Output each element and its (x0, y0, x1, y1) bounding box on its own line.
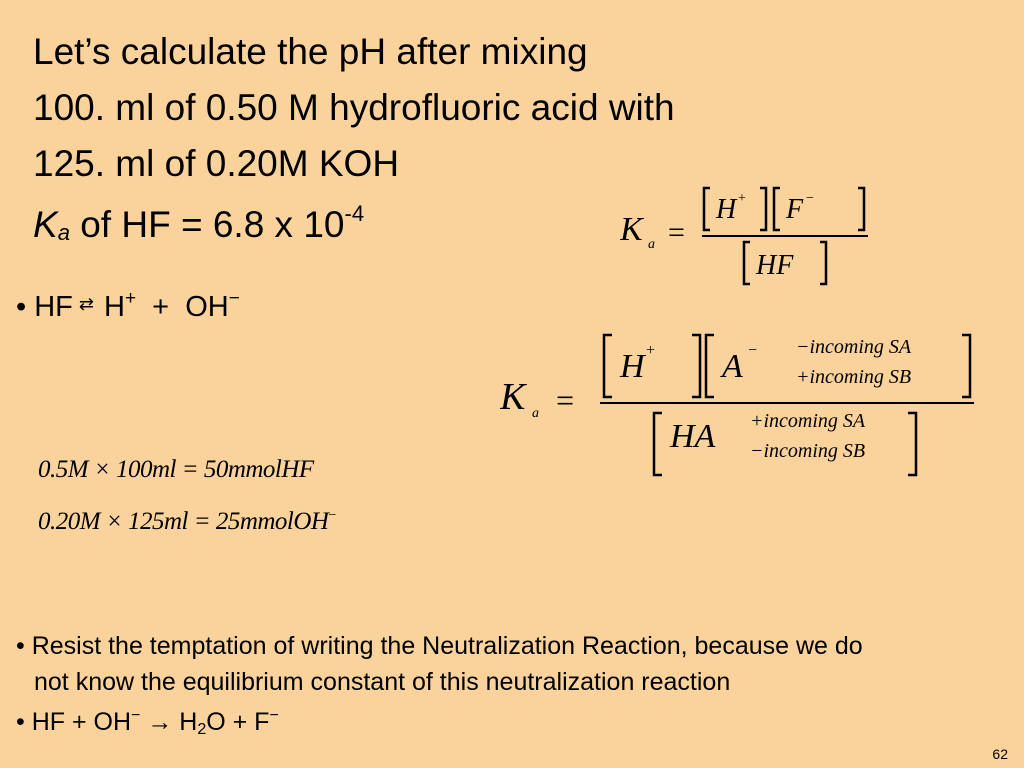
ka-formula-lhs: K (620, 211, 643, 248)
ka2-den-line2: −incoming SB (750, 440, 866, 462)
bullet-list (16, 628, 1024, 740)
equilibrium-arrow-icon: ⇄ (78, 294, 94, 314)
ka-formula-num-f-charge: − (806, 191, 814, 206)
bullet-marker: • (16, 291, 27, 323)
plus-sign: + (152, 291, 170, 323)
calc-hf-text: 0.5M × 100ml = 50mmolHF (38, 456, 314, 483)
ka2-num-line1: −incoming SA (796, 336, 912, 358)
bullet-item-resist-line1: Resist the temptation of writing the Neutralization Reaction, because we do (31, 632, 863, 660)
ka-formula-general (500, 325, 990, 485)
product-h: H (103, 291, 125, 323)
reactant-hf: HF (34, 291, 73, 323)
ka-formula-num-h-charge: + (738, 191, 746, 206)
ka-symbol: K (33, 204, 58, 245)
bullet-marker: • (16, 708, 32, 736)
product-oh: OH (185, 291, 229, 323)
calc-oh-charge: − (328, 508, 336, 523)
ka-exponent: -4 (344, 201, 365, 226)
ka2-den-ha: HA (670, 418, 716, 455)
ka2-lhs-sub: a (532, 406, 539, 421)
ka-formula-hf (620, 180, 880, 290)
ka2-lhs: K (500, 376, 526, 418)
page-number: 62 (992, 746, 1008, 762)
calc-line-hf (38, 456, 314, 484)
ka2-den-line1: +incoming SA (750, 410, 866, 432)
ka2-num-a-charge: − (748, 342, 758, 359)
calc-line-oh (38, 508, 336, 536)
title-line-2: 100. ml of 0.50 M hydrofluoric acid with (33, 87, 675, 128)
reaction-oh-charge: − (131, 707, 141, 724)
ka-subscript: a (57, 220, 70, 245)
slide-title (33, 24, 675, 192)
title-line-3: 125. ml of 0.20M KOH (33, 143, 400, 184)
reaction-part-b: O + F (206, 708, 270, 736)
reaction-arrow: → H (140, 708, 198, 736)
bullet-item-resist (16, 628, 1024, 664)
product-oh-charge: − (228, 288, 240, 309)
ka-formula-lhs-sub: a (648, 237, 655, 252)
bullet-item-reaction (16, 704, 1024, 740)
bullet-marker: • (16, 632, 32, 660)
ka2-num-h: H (620, 348, 645, 385)
reaction-part-a: HF + OH (31, 708, 132, 736)
reaction-f-charge: − (269, 707, 279, 724)
ka2-num-a: A (722, 348, 743, 385)
dissociation-equation (16, 288, 240, 324)
bullet-item-resist-line2: not know the equilibrium constant of this neutralization reaction (34, 668, 731, 696)
ka-text: of HF = 6.8 x 10 (69, 204, 345, 245)
ka2-num-line2: +incoming SB (796, 366, 912, 388)
ka2-equals: = (556, 382, 575, 418)
ka-formula-equals: = (668, 216, 685, 249)
ka-statement (33, 201, 365, 246)
product-h-charge: + (124, 288, 137, 309)
ka-formula-num-f: F (786, 194, 804, 225)
reaction-subscript: 2 (197, 721, 207, 738)
ka-formula-num-h: H (716, 194, 737, 225)
ka2-num-h-charge: + (646, 342, 656, 359)
title-line-1: Let’s calculate the pH after mixing (33, 31, 588, 72)
calc-oh-text: 0.20M × 125ml = 25mmolOH (38, 508, 329, 535)
ka-formula-den-hf: HF (756, 250, 794, 281)
